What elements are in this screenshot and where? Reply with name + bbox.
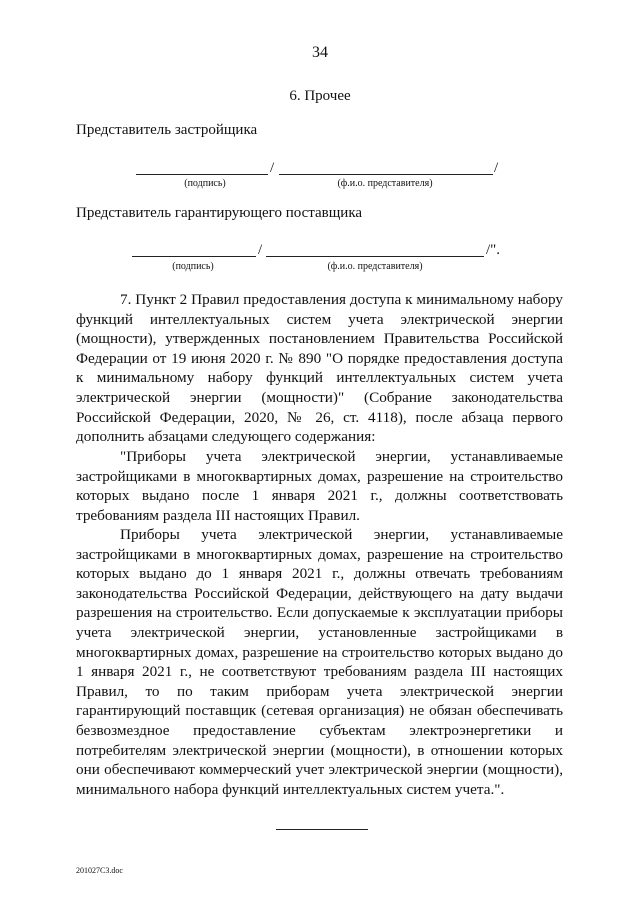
developer-signature-line (136, 174, 268, 175)
paragraph-meters-before-2021: Приборы учета электрической энергии, устанавливаемые застройщиками в многоквартирных домах, разрешение на строительство которых выдано до 1 января 2021 г., должны отвечать требованиям законодательства Российской Федерации, действующего на дату выдачи разрешения на строительство. Если допускаемые к эксплуатации приборы учета электрической энергии, установленные застройщиками в многоквартирных домах, разрешение на строительство которых выдано до 1 января 2021 г., не соответствуют требованиям раздела III настоящих Правил, то по таким приборам учета электрической энергии гарантирующий поставщик (сетевая организация) не обязан обеспечивать безвозмездное предоставление субъектам электроэнергетики и потребителям электрической энергии (мощности), в отношении которых они обеспечивают коммерческий учет электрической энергии (мощности), минимального набора функций интеллектуальных систем учета.". (76, 526, 563, 798)
supplier-signature-caption: (подпись) (172, 261, 214, 272)
supplier-slash-2: /". (486, 242, 501, 258)
developer-name-caption: (ф.и.о. представителя) (337, 178, 433, 189)
end-divider (276, 829, 368, 830)
developer-signature-caption: (подпись) (184, 178, 226, 189)
paragraph-meters-after-2021: "Приборы учета электрической энергии, устанавливаемые застройщиками в многоквартирных домах, разрешение на строительство которых выдано после 1 января 2021 г., должны соответствовать требованиям раздела III настоящих Правил. (76, 448, 563, 524)
footer-file-code: 201027C3.doc (76, 866, 123, 875)
developer-rep-label: Представитель застройщика (76, 122, 258, 138)
supplier-signature-line (132, 256, 256, 257)
section-title: 6. Прочее (289, 88, 351, 104)
supplier-rep-label: Представитель гарантирующего поставщика (76, 205, 363, 221)
supplier-name-line (266, 256, 484, 257)
paragraph-7: 7. Пункт 2 Правил предоставления доступа к минимальному набору функций интеллектуальных систем учета электрической энергии (мощности), утвержденных постановлением Правительства Российской Федерации от 19 июня 2020 г. № 890 "О порядке предоставления доступа к минимальному набору функций интеллектуальных систем учета электрической энергии (мощности)" (Собрание законодательства Российской Федерации, 2020, № 26, ст. 4118), после абзаца первого дополнить абзацами следующего содержания: (76, 291, 563, 446)
developer-slash-1: / (270, 160, 275, 176)
page-number: 34 (312, 44, 328, 61)
supplier-name-caption: (ф.и.о. представителя) (327, 261, 423, 272)
supplier-slash-1: / (258, 242, 263, 258)
developer-name-line (279, 174, 493, 175)
developer-slash-2: / (494, 160, 499, 176)
